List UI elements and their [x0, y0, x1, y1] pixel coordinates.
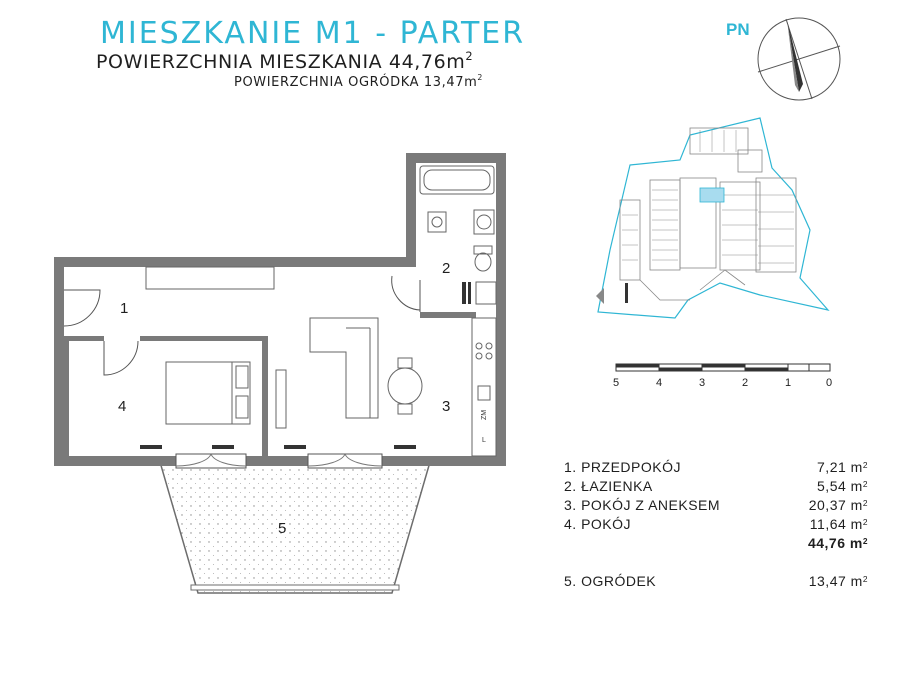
legend-room-area: 20,37 $m^2$: [808, 497, 868, 513]
fixture-label-l: L: [482, 437, 486, 444]
legend-row: [564, 477, 868, 496]
legend-room-area: 5,54 $m^2$: [817, 478, 868, 494]
legend-garden-area: 13,47 $m^2$: [808, 573, 868, 589]
legend-total: [564, 534, 868, 553]
legend-row: [564, 458, 868, 477]
scale-tick-4: 4: [656, 377, 663, 389]
compass-label: PN: [726, 20, 750, 39]
legend-room-name: 1. PRZEDPOKÓJ: [564, 459, 681, 475]
scale-tick-3: 3: [699, 377, 706, 389]
scale-tick-2: 2: [742, 377, 749, 389]
legend-garden-name: 5. OGRÓDEK: [564, 573, 657, 589]
room-legend: [564, 458, 868, 591]
fixture-label-zm: ZM: [481, 409, 488, 420]
legend-room-name: 3. POKÓJ Z ANEKSEM: [564, 497, 721, 513]
legend-room-name: 2. ŁAZIENKA: [564, 478, 653, 494]
room-number-2: 2: [442, 260, 451, 277]
scale-tick-1: 1: [785, 377, 792, 389]
room-number-5: 5: [278, 520, 287, 537]
legend-row-garden: [564, 572, 868, 591]
scale-tick-5: 5: [613, 377, 620, 389]
garden-area: POWIERZCHNIA OGRÓDKA $13,47m^2$: [234, 73, 483, 90]
legend-room-area: 11,64 $m^2$: [809, 516, 868, 532]
legend-row: [564, 496, 868, 515]
room-number-1: 1: [120, 300, 129, 317]
apartment-title: MIESZKANIE M1 - PARTER: [100, 16, 526, 51]
room-number-3: 3: [442, 398, 451, 415]
legend-total-area: 44,76 $m^2$: [807, 535, 868, 551]
legend-room-area: 7,21 $m^2$: [817, 459, 868, 475]
apartment-area: POWIERZCHNIA MIESZKANIA $44,76m^2$: [96, 49, 474, 73]
room-number-4: 4: [118, 398, 127, 415]
legend-row: [564, 515, 868, 534]
scale-tick-0: 0: [826, 377, 833, 389]
legend-room-name: 4. POKÓJ: [564, 516, 632, 532]
